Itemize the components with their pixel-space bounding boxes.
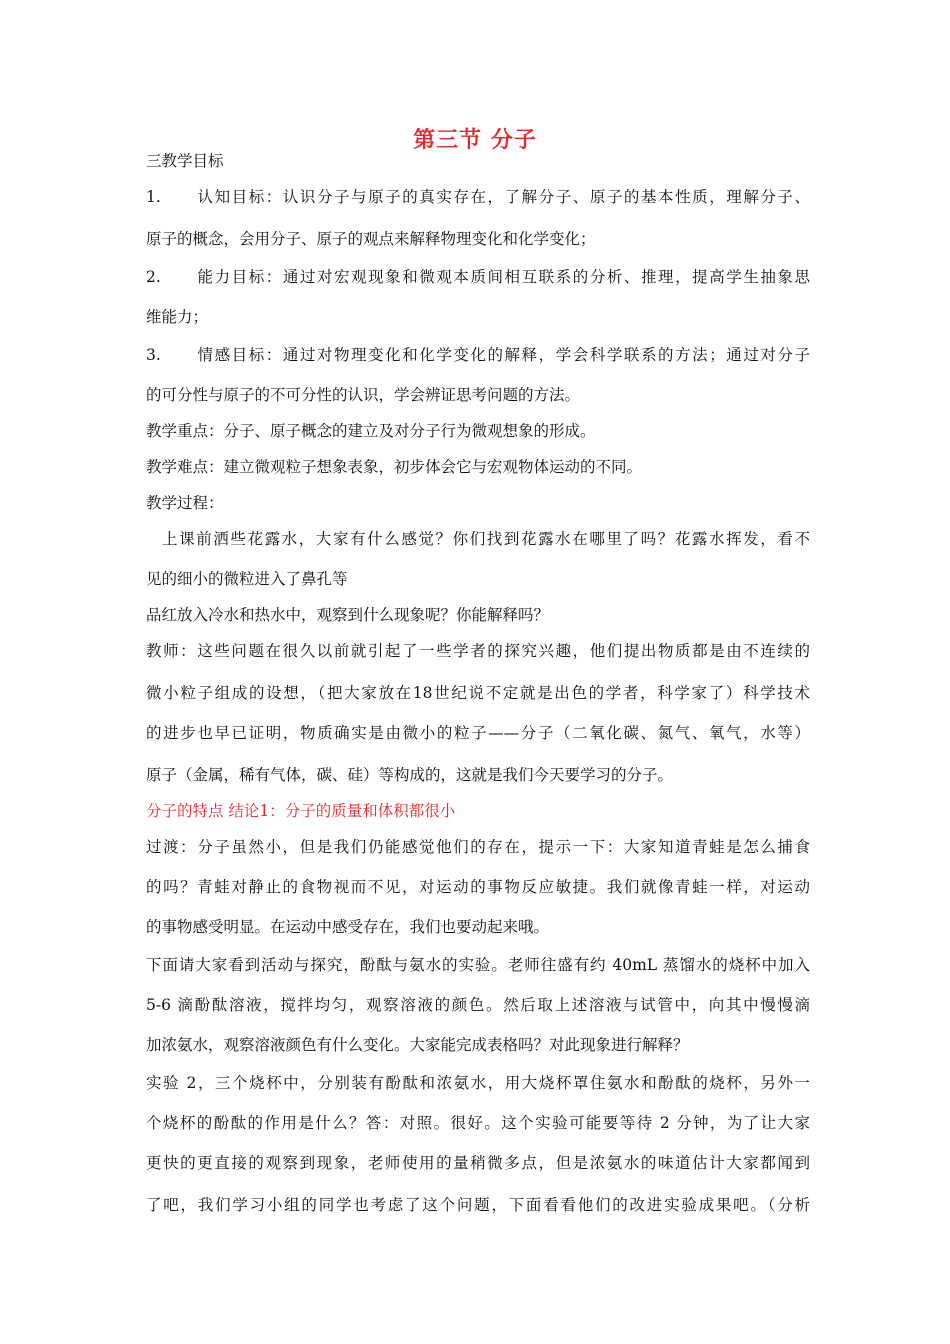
paragraph-line: 了吧，我们学习小组的同学也考虑了这个问题，下面看看他们的改进实验成果吧。（分析	[146, 1196, 810, 1214]
paragraph-line: 过渡：分子虽然小，但是我们仍能感觉他们的存在，提示一下：大家知道青蛙是怎么捕食	[146, 838, 810, 856]
paragraph-line: 个烧杯的酚酞的作用是什么？答：对照。很好。这个实验可能要等待 2 分钟，为了让大家	[146, 1114, 810, 1132]
process-heading: 教学过程：	[146, 494, 224, 512]
section-heading: 三教学目标	[146, 152, 224, 170]
objective-line	[146, 267, 810, 287]
paragraph-line: 见的细小的微粒进入了鼻孔等	[146, 570, 348, 588]
objective-text: 情感目标：通过对物理变化和化学变化的解释，学会科学联系的方法；通过对分子	[196, 346, 810, 364]
paragraph-line: 维能力；	[146, 308, 209, 326]
paragraph-line: 的事物感受明显。在运动中感受存在，我们也要动起来哦。	[146, 918, 550, 936]
paragraph-line: 5-6 滴酚酞溶液，搅拌均匀，观察溶液的颜色。然后取上述溶液与试管中，向其中慢慢滴	[146, 996, 810, 1014]
list-number: 2.	[146, 268, 161, 286]
page-title: 第三节 分子	[413, 128, 537, 153]
paragraph-line: 原子的概念，会用分子、原子的观点来解释物理变化和化学变化；	[146, 230, 596, 248]
conclusion-heading: 分子的特点 结论1：分子的质量和体积都很小	[146, 802, 456, 820]
paragraph-line: 教师：这些问题在很久以前就引起了一些学者的探究兴趣，他们提出物质都是由不连续的	[146, 642, 810, 660]
objective-line	[146, 187, 810, 207]
objective-text: 认知目标：认识分子与原子的真实存在，了解分子、原子的基本性质，理解分子、	[196, 188, 810, 206]
paragraph-line: 下面请大家看到活动与探究，酚酞与氨水的实验。老师往盛有约 40mL 蒸馏水的烧杯中加入	[146, 956, 810, 974]
paragraph-line: 更快的更直接的观察到现象，老师使用的量稍微多点，但是浓氨水的味道估计大家都闻到	[146, 1154, 810, 1172]
list-number: 3.	[146, 346, 161, 364]
paragraph-line: 品红放入冷水和热水中，观察到什么现象呢？你能解释吗？	[146, 606, 550, 624]
list-number: 1.	[146, 188, 161, 206]
paragraph-line: 的进步也早已证明，物质确实是由微小的粒子——分子（二氧化碳、氮气、氧气，水等）	[146, 724, 810, 742]
paragraph-line: 原子（金属，稀有气体，碳、硅）等构成的，这就是我们今天要学习的分子。	[146, 766, 674, 784]
paragraph-line: 的可分性与原子的不可分性的认识，学会辨证思考问题的方法。	[146, 386, 581, 404]
key-point-line: 教学重点：分子、原子概念的建立及对分子行为微观想象的形成。	[146, 422, 596, 440]
paragraph-line: 的吗？青蛙对静止的食物视而不见，对运动的事物反应敏捷。我们就像青蛙一样，对运动	[146, 878, 810, 896]
paragraph-line: 上课前洒些花露水，大家有什么感觉？你们找到花露水在哪里了吗？花露水挥发，看不	[162, 530, 810, 548]
objective-text: 能力目标：通过对宏观现象和微观本质间相互联系的分析、推理，提高学生抽象思	[196, 268, 810, 286]
paragraph-line: 微小粒子组成的设想，（把大家放在18世纪说不定就是出色的学者，科学家了）科学技术	[146, 684, 810, 702]
paragraph-line: 实验 2，三个烧杯中，分别装有酚酞和浓氨水，用大烧杯罩住氨水和酚酞的烧杯，另外一	[146, 1074, 810, 1092]
difficulty-line: 教学难点：建立微观粒子想象表象，初步体会它与宏观物体运动的不同。	[146, 458, 643, 476]
paragraph-line: 加浓氨水，观察溶液颜色有什么变化。大家能完成表格吗？对此现象进行解释？	[146, 1036, 689, 1054]
objective-line	[146, 345, 810, 365]
